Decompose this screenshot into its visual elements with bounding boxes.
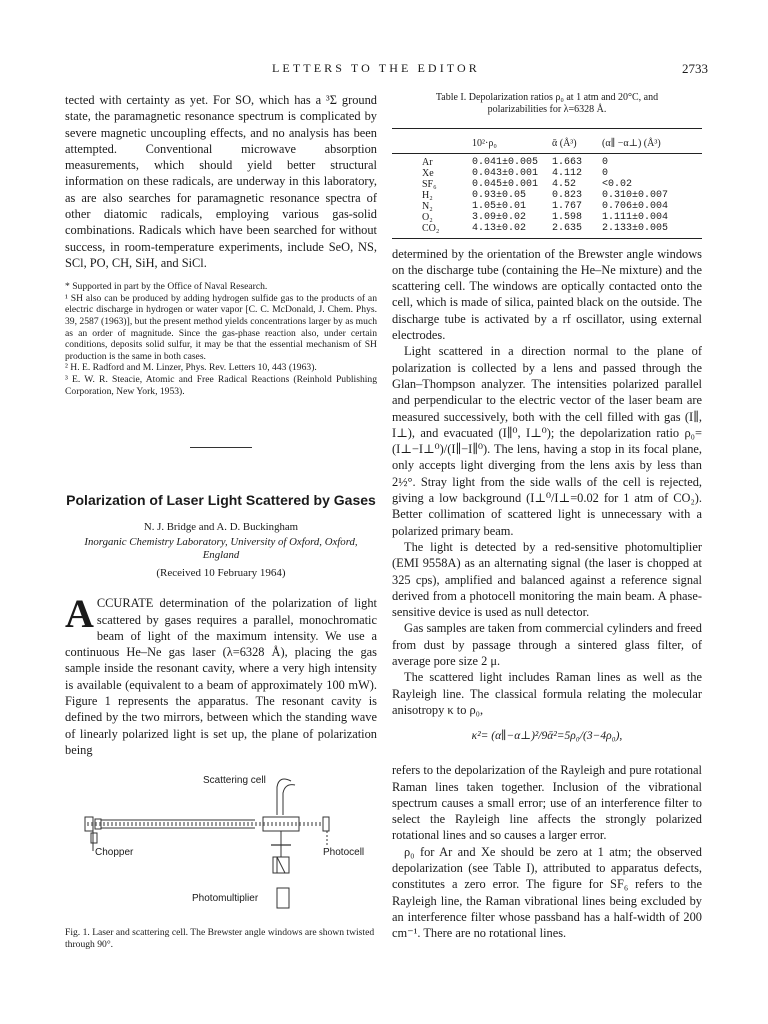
alpha-cell: 1.598 xyxy=(552,211,583,223)
footnote: * Supported in part by the Office of Naval Research. xyxy=(65,281,268,293)
alpha-cell: 0.823 xyxy=(552,189,583,201)
anisotropy-cell: 0.706±0.004 xyxy=(602,200,669,212)
anisotropy-cell: 0.310±0.007 xyxy=(602,189,669,201)
table-caption-line: polarizabilities for λ=6328 Å. xyxy=(487,103,607,115)
right-column xyxy=(392,92,702,941)
body-paragraph: determined by the orientation of the Brewster angle windows on the discharge tube (containing the He–Ne mixture) and the scattering cell. The windows are optically contacted onto the cell, which is made of silica, painted black on the outside. The discharge tube is activated by a rf oscillator, using external electrodes. xyxy=(392,246,702,343)
gas-cell: Ar xyxy=(422,156,433,168)
rho-cell: 1.05±0.01 xyxy=(472,200,527,212)
intro-paragraph: tected with certainty as yet. For SO, which has a ³Σ ground state, the paramagnetic resonance spectrum is complicated by severe magnetic uncoupling effects, and no analysis has been attempted. Conventional microwave absorption measurements, which should yield better structural information on these radicals, are underway in this laboratory, as are also searches for paramagnetic resonance spectra of other diatomic radicals, employing various gas-solid combinations. Radicals which have been searched for without success, in room-temperature experiments, include SeO, NS, SCl, PO, CH, SiH, and SiCl. xyxy=(65,93,377,270)
photocell-label: Photocell xyxy=(323,847,365,858)
anisotropy-cell: 0 xyxy=(602,167,609,179)
table-row xyxy=(392,223,702,234)
gas-cell: O₂ xyxy=(422,211,433,223)
table-caption xyxy=(392,92,702,116)
body-paragraph: CCURATE determination of the polarization of light scattered by gases requires a parallel, monochromatic beam of light of the maximum intensity. We use a continuous He–Ne gas laser (λ=6328 Å), placing the gas sample inside the resonant cavity, where a very high intensity is available (equivalent to a beam of approximately 100 mW). Figure 1 represents the apparatus. The resonant cavity is defined by the two mirrors, between which the standing wave of linearly polarized light is set up, the plane of polarization being xyxy=(65,596,377,757)
alpha-cell: 1.767 xyxy=(552,200,583,212)
table-caption-line: Table I. Depolarization ratios ρ₀ at 1 atm and 20°C, and xyxy=(435,92,659,103)
journal-section-title: LETTERS TO THE EDITOR xyxy=(272,61,480,75)
table-header-cell: 10²·ρ₀ xyxy=(472,137,497,149)
table-row xyxy=(392,190,702,201)
chopper-label: Chopper xyxy=(95,847,134,858)
article-body xyxy=(65,591,377,758)
running-head xyxy=(0,61,768,79)
anisotropy-cell: <0.02 xyxy=(602,178,633,190)
gas-cell: Xe xyxy=(422,167,434,179)
rho-cell: 0.93±0.05 xyxy=(472,189,527,201)
body-paragraph: refers to the depolarization of the Rayleigh and pure rotational Raman lines taken together. Inclusion of the vibrational spectrum causes a small error; use of an interference filter to select the Rayleigh line affects the strongly polarized rotational lines and so causes a larger error. xyxy=(392,763,702,843)
alpha-cell: 4.52 xyxy=(552,178,577,190)
table-header-cell: (α∥ −α⊥) (Å³) xyxy=(602,137,661,149)
left-column xyxy=(65,92,377,758)
article-separator xyxy=(190,447,252,448)
table-header-cell: ᾱ (Å³) xyxy=(552,137,577,149)
figure-caption: Fig. 1. Laser and scattering cell. The Brewster angle windows are shown twisted through 90°. xyxy=(65,927,375,950)
body-paragraph: The light is detected by a red-sensitive photomultiplier (EMI 9558A) as an alternating signal (the laser is chopped at 325 cps), amplified and balanced against a reference signal derived from a photocell monitoring the main beam. A phase-sensitive device is used as null detector. xyxy=(392,539,702,620)
anisotropy-cell: 0 xyxy=(602,156,609,168)
gas-cell: SF₆ xyxy=(422,178,437,190)
apparatus-figure xyxy=(65,775,377,925)
table-row xyxy=(392,157,702,168)
depolarization-table xyxy=(392,128,702,239)
body-paragraph: Light scattered in a direction normal to the plane of polarization is collected by a lens and passed through the Glan–Thompson analyzer. The intensities polarized parallel and perpendicular to the electric vector of the laser beam are measured successively, both with the cell filled with gas (I∥, I⊥), and evacuated (I∥⁰, I⊥⁰); the depolarization ratio ρ₀=(I⊥−I⊥⁰)/(I∥−I∥⁰). The lens, having a stop in its focal plane, only accepts light diverging from the lens axis by less than 2½°. Stray light from the side walls of the cell is rejected, giving a low background (I⊥⁰/I⊥=0.02 for 1 atm of CO₂). Better collimation of scattered light is unnecessary with a polarized primary beam. xyxy=(392,344,702,538)
photomultiplier-label: Photomultiplier xyxy=(192,893,259,904)
table-row xyxy=(392,212,702,223)
body-paragraph: Gas samples are taken from commercial cylinders and freed from dust by passage through a sintered glass filter, of average pore size 2 μ. xyxy=(392,621,702,669)
alpha-cell: 1.663 xyxy=(552,156,583,168)
rho-cell: 0.043±0.001 xyxy=(472,167,539,179)
rho-cell: 4.13±0.02 xyxy=(472,222,527,234)
rho-cell: 3.09±0.02 xyxy=(472,211,527,223)
footnote: ² H. E. Radford and M. Linzer, Phys. Rev. Letters 10, 443 (1963). xyxy=(65,362,317,374)
anisotropy-equation: κ²= (α∥−α⊥)²/9ᾱ²=5ρ₀/(3−4ρ₀), xyxy=(471,730,623,743)
rho-cell: 0.041±0.005 xyxy=(472,156,539,168)
body-paragraph: ρ₀ for Ar and Xe should be zero at 1 atm; the observed depolarization (see Table I), attributed to apparatus defects, constitutes a zero error. The figure for SF₆ refers to the Rayleigh line, the Raman vibrational lines being excluded by an interference filter whose passband has a half-width of 200 cm⁻¹. There are no rotational lines. xyxy=(392,844,702,941)
footnote: ¹ SH also can be produced by adding hydrogen sulfide gas to the products of an electric discharge in hydrogen or water vapor [C. C. McDonald, J. Chem. Phys. 39, 2587 (1963)], but the present method yields concentrations larger by as much as an order of magnitude. Since the gas-phase reaction also, under certain conditions, deposits solid sulfur, it may be that the essential mechanism of SH production is the same in both cases. xyxy=(65,292,377,362)
alpha-cell: 4.112 xyxy=(552,167,583,179)
table-row xyxy=(392,168,702,179)
received-date: (Received 10 February 1964) xyxy=(156,567,286,580)
anisotropy-cell: 2.133±0.005 xyxy=(602,222,669,234)
table-row xyxy=(392,201,702,212)
gas-cell: CO₂ xyxy=(422,222,440,234)
authors: N. J. Bridge and A. D. Buckingham xyxy=(143,521,299,534)
anisotropy-cell: 1.111±0.004 xyxy=(602,211,669,223)
gas-cell: N₂ xyxy=(422,200,433,212)
alpha-cell: 2.635 xyxy=(552,222,583,234)
page-number: 2733 xyxy=(682,61,708,76)
footnote: ³ E. W. R. Steacie, Atomic and Free Radical Reactions (Reinhold Publishing Corporation, New York, 1953). xyxy=(65,374,377,397)
affiliation: Inorganic Chemistry Laboratory, University of Oxford, Oxford, England xyxy=(84,536,358,561)
table-row xyxy=(392,179,702,190)
dropcap: A xyxy=(65,591,94,637)
table-header-row xyxy=(392,134,702,154)
rho-cell: 0.045±0.001 xyxy=(472,178,539,190)
body-paragraph: The scattered light includes Raman lines as well as the Rayleigh line. The classical formula relating the molecular anisotropy κ to ρ₀, xyxy=(392,670,702,717)
article-title: Polarization of Laser Light Scattered by Gases xyxy=(66,492,376,509)
gas-cell: H₂ xyxy=(422,189,433,201)
scattering-cell-label: Scattering cell xyxy=(203,775,266,786)
